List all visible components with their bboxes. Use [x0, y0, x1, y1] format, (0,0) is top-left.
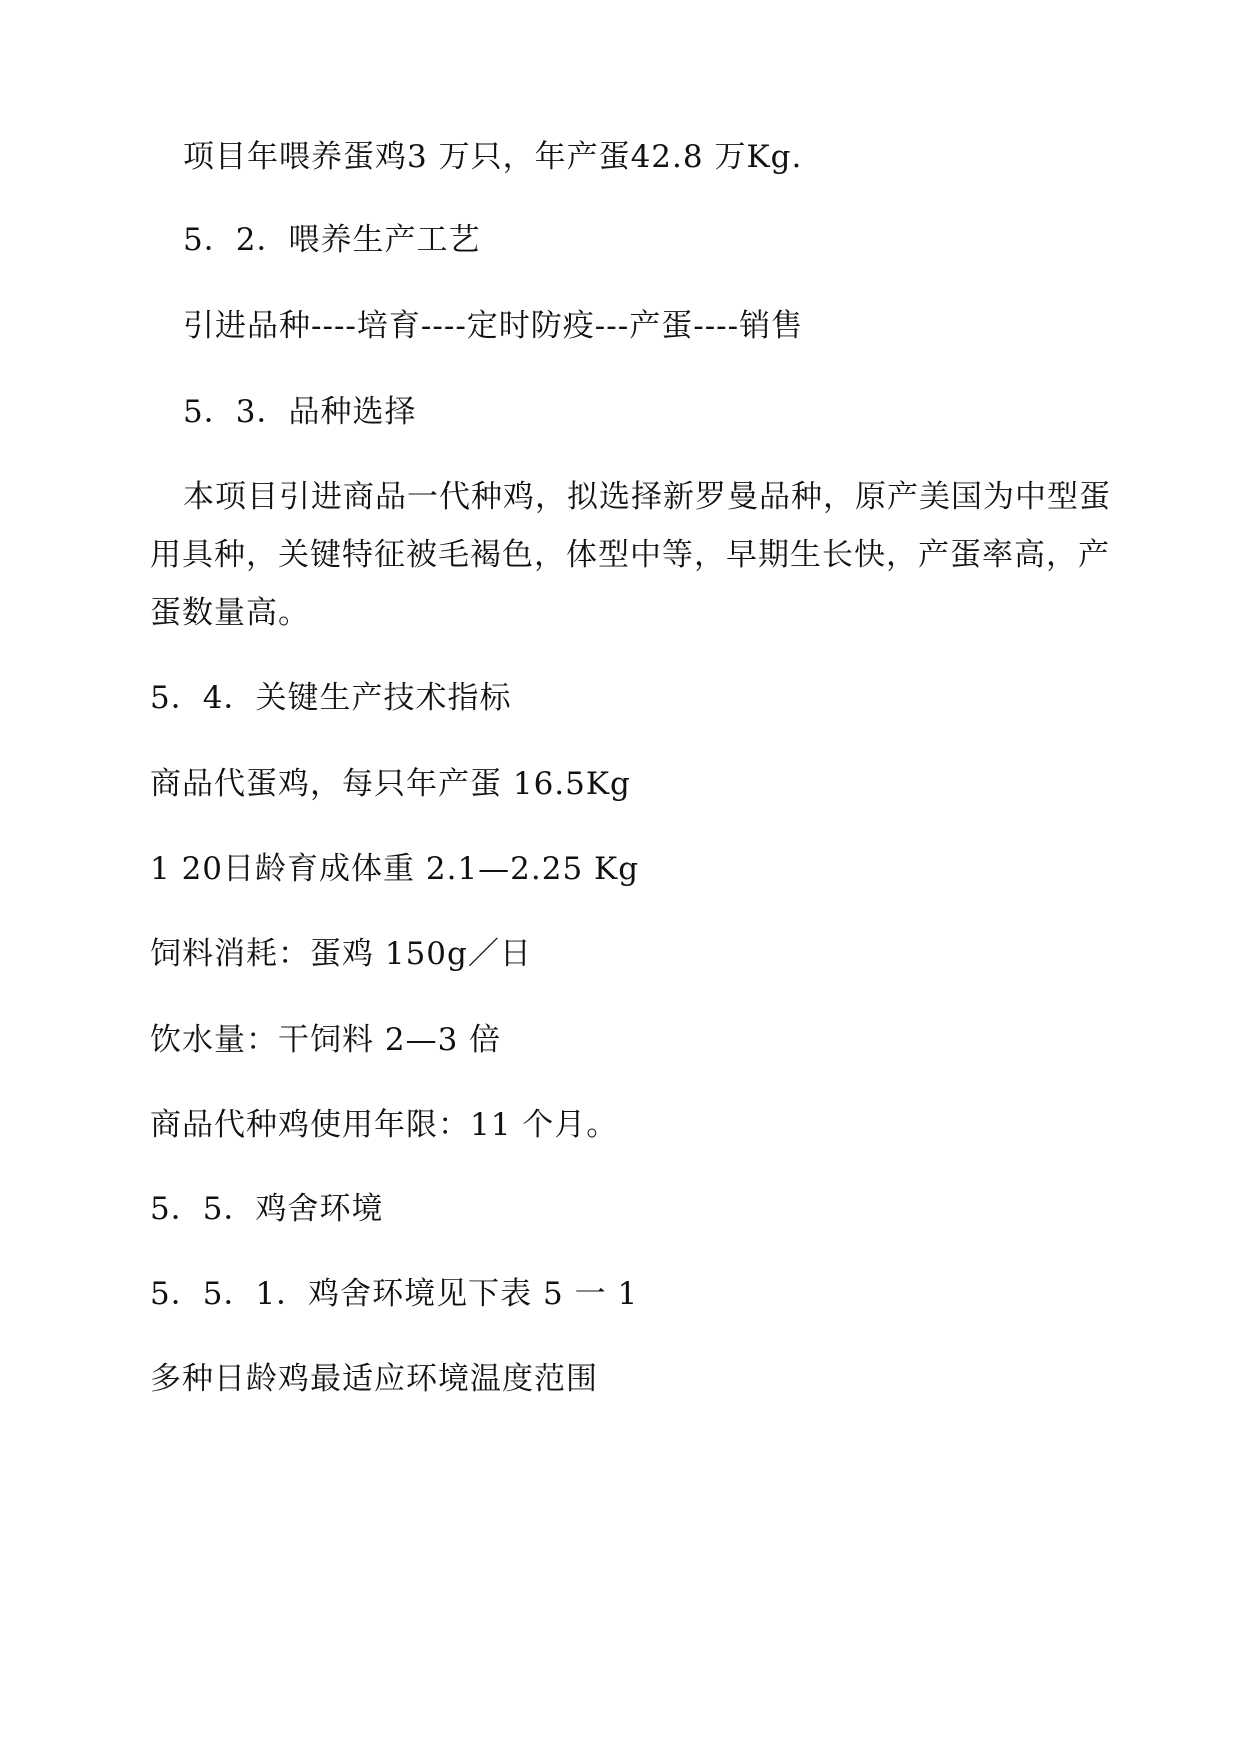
indicator-feed-consumption: 饲料消耗：蛋鸡 150g／日 — [150, 936, 532, 972]
indicator-body-weight: 1 20日龄育成体重 2.1—2.25 Kg — [150, 851, 640, 887]
paragraph-process-flow: 引进品种----培育----定时防疫---产蛋----销售 — [183, 308, 804, 344]
paragraph-breed-line-1: 本项目引进商品一代种鸡，拟选择新罗曼品种，原产美国为中型蛋 — [183, 479, 1111, 515]
indicator-water-intake: 饮水量：干饲料 2—3 倍 — [150, 1022, 502, 1058]
heading-5-2: 5．2．喂养生产工艺 — [183, 222, 481, 258]
indicator-egg-yield: 商品代蛋鸡，每只年产蛋 16.5Kg — [150, 766, 631, 802]
heading-5-3: 5．3．品种选择 — [183, 394, 417, 430]
heading-5-4: 5．4．关键生产技术指标 — [150, 680, 512, 716]
paragraph-farm-scale: 项目年喂养蛋鸡3 万只，年产蛋42.8 万Kg. — [183, 139, 803, 175]
heading-5-5: 5．5．鸡舍环境 — [150, 1191, 384, 1227]
heading-5-5-1: 5．5．1．鸡舍环境见下表 5 一 1 — [150, 1276, 639, 1312]
table-caption: 多种日龄鸡最适应环境温度范围 — [150, 1361, 598, 1397]
paragraph-breed-line-3: 蛋数量高。 — [150, 595, 310, 631]
indicator-service-life: 商品代种鸡使用年限：11 个月。 — [150, 1107, 619, 1143]
paragraph-breed-line-2: 用具种，关键特征被毛褐色，体型中等，早期生长快，产蛋率高，产 — [150, 537, 1110, 573]
